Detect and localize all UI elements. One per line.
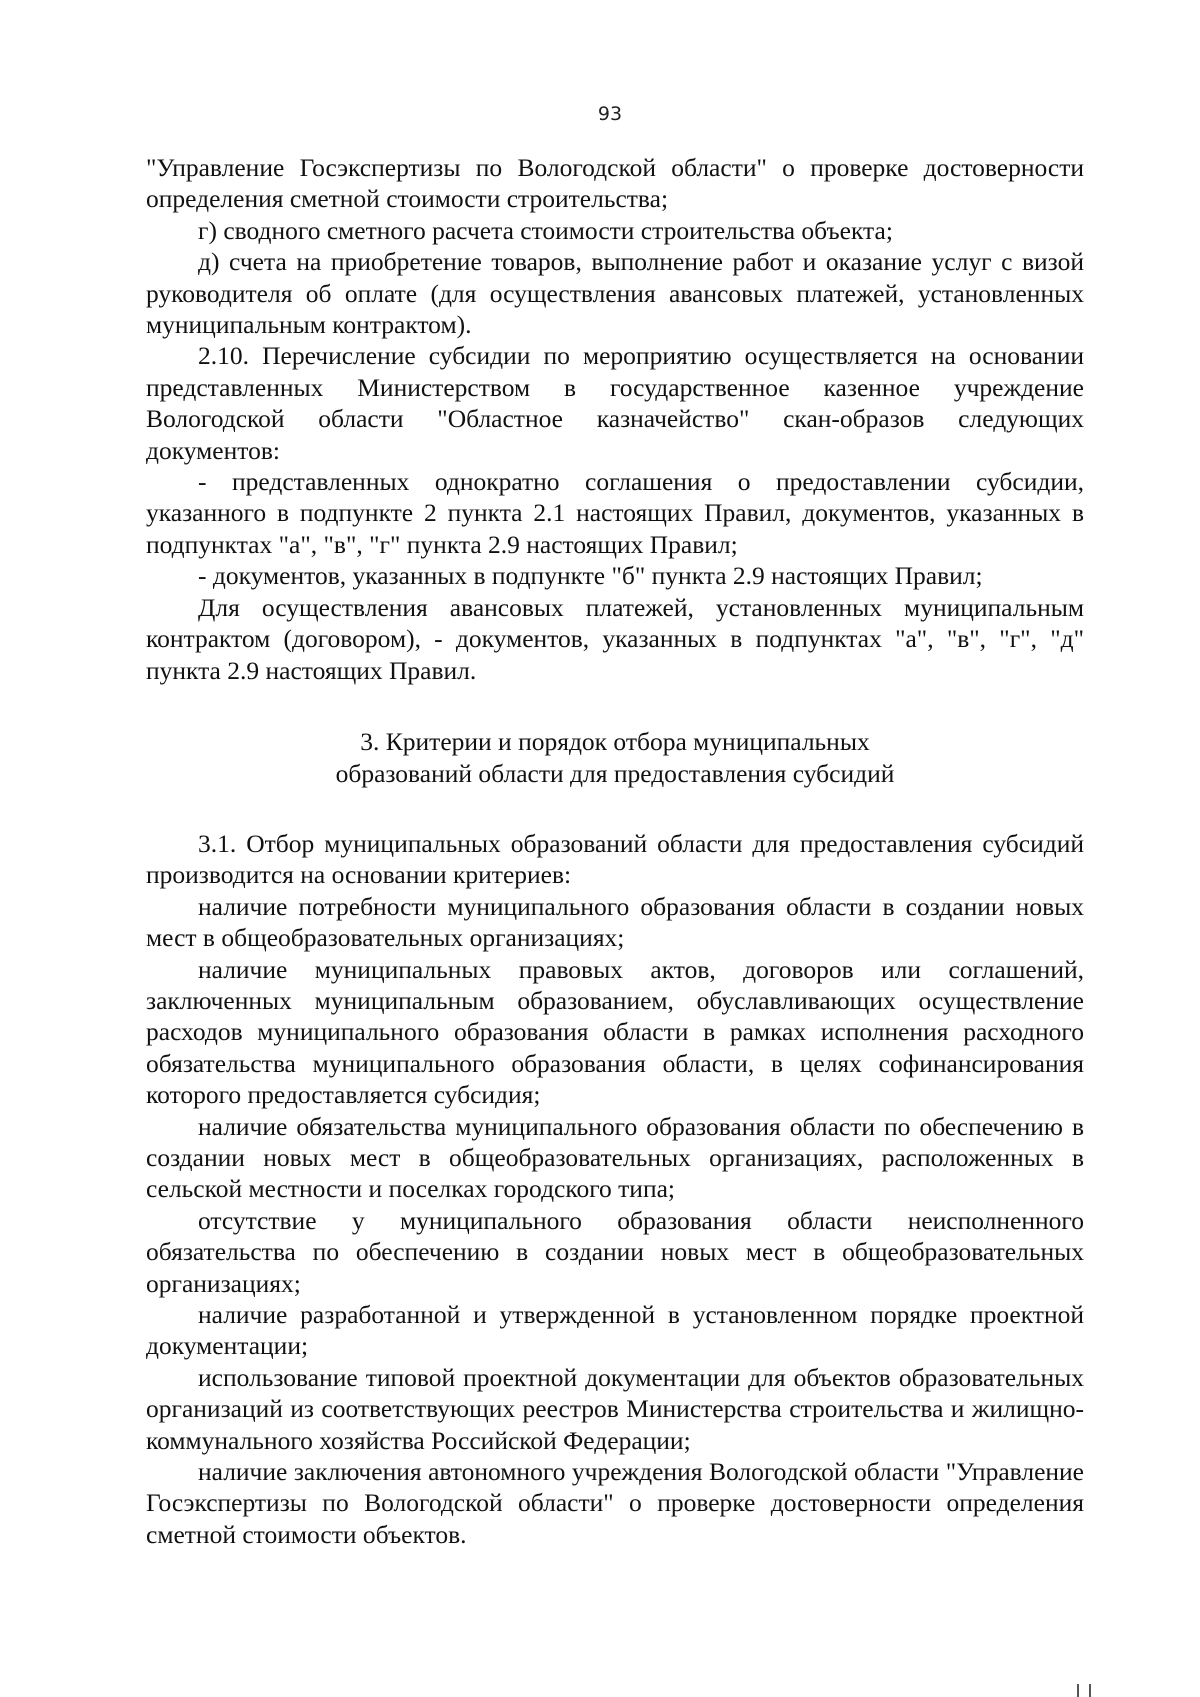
- paragraph: 2.10. Перечисление субсидии по мероприятию осуществляется на основании представленных Министерством в государственное казенное учреждение Вологодской области "Областное казначейство" скан-образов следующих документов:: [146, 341, 1084, 465]
- criteria-paragraph: наличие муниципальных правовых актов, договоров или соглашений, заключенных муниципальным образованием, обуславливающих осуществление расходов муниципального образования области в рамках исполнения расходного обязательства муниципального образования области, в целях софинансирования которого предоставляется субсидия;: [146, 954, 1084, 1110]
- section-title-line: 3. Критерии и порядок отбора муниципальных: [360, 726, 870, 756]
- section-title-line: образований области для предоставления субсидий: [335, 758, 895, 788]
- criteria-paragraph: наличие потребности муниципального образования области в создании новых мест в общеобразовательных организациях;: [146, 891, 1084, 953]
- criteria-paragraph: отсутствие у муниципального образования области неисполненного обязательства по обеспечению в создании новых мест в общеобразовательных организациях;: [146, 1205, 1084, 1298]
- section-title: [146, 726, 1084, 790]
- paragraph: "Управление Госэкспертизы по Вологодской области" о проверке достоверности определения сметной стоимости строительства;: [146, 153, 1084, 214]
- criteria-paragraph: использование типовой проектной документации для объектов образовательных организаций из соответствующих реестров Министерства строительства и жилищно-коммунального хозяйства Российской Федерации;: [146, 1362, 1084, 1455]
- criteria-paragraph: наличие заключения автономного учреждения Вологодской области "Управление Госэкспертизы по Вологодской области" о проверке достоверности определения сметной стоимости объектов.: [146, 1457, 1084, 1549]
- criteria-paragraph: наличие разработанной и утвержденной в установленном порядке проектной документации;: [146, 1300, 1084, 1361]
- paragraph: Для осуществления авансовых платежей, установленных муниципальным контрактом (договором), - документов, указанных в подпунктах "а", "в", "г", "д" пункта 2.9 настоящих Правил.: [146, 592, 1084, 685]
- criteria-paragraph: наличие обязательства муниципального образования области по обеспечению в создании новых мест в общеобразовательных организациях, расположенных в сельской местности и поселках городского типа;: [146, 1111, 1084, 1204]
- paragraph: - представленных однократно соглашения о предоставлении субсидии, указанного в подпункте 2 пункта 2.1 настоящих Правил, документов, указанных в подпунктах "а", "в", "г" пункта 2.9 настоящих Правил;: [146, 467, 1084, 559]
- paragraph: г) сводного сметного расчета стоимости строительства объекта;: [198, 215, 893, 245]
- document-body: [146, 152, 1084, 1550]
- criteria-paragraph: 3.1. Отбор муниципальных образований области для предоставления субсидий производится на основании критериев:: [146, 828, 1084, 890]
- paragraph: - документов, указанных в подпункте "б" пункта 2.9 настоящих Правил;: [198, 561, 983, 591]
- scan-edge-mark: [1075, 1684, 1095, 1697]
- page-number: 93: [597, 103, 623, 125]
- paragraph: д) счета на приобретение товаров, выполнение работ и оказание услуг с визой руководителя об оплате (для осуществления авансовых платежей, установленных муниципальным контрактом).: [146, 247, 1084, 340]
